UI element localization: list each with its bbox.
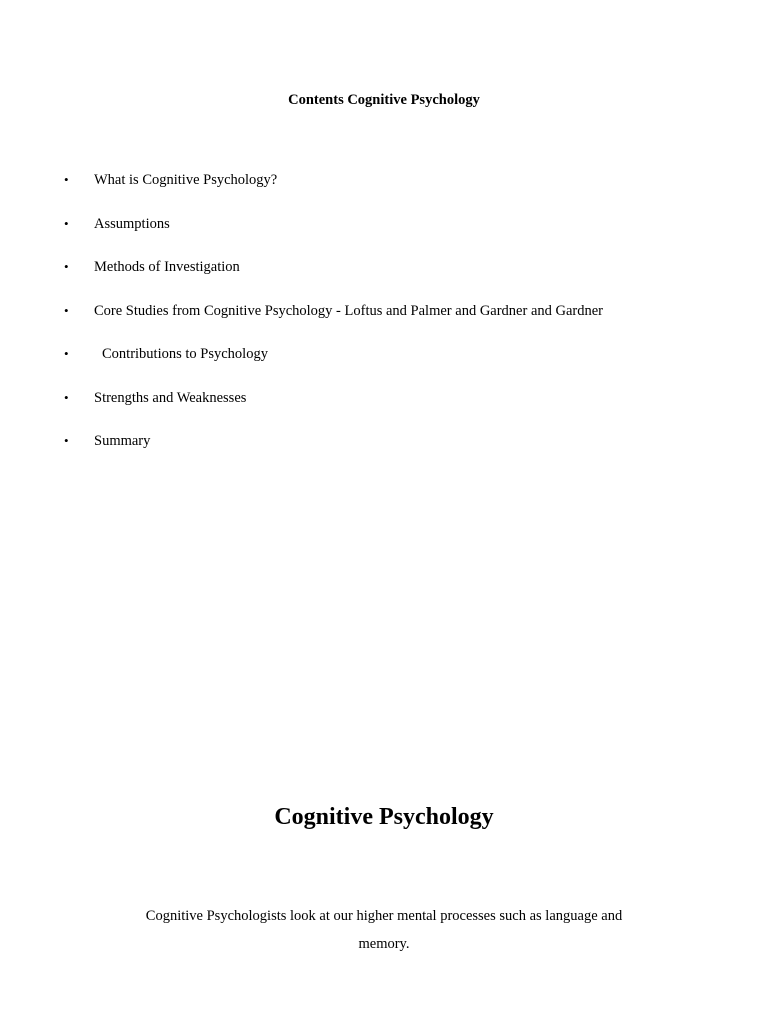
list-item-label: What is Cognitive Psychology? bbox=[94, 172, 278, 188]
section-heading: Cognitive Psychology bbox=[274, 804, 494, 830]
body-paragraph: Cognitive Psychologists look at our higher mental processes such as language and memory. bbox=[145, 908, 623, 952]
bullet-icon: • bbox=[64, 259, 69, 274]
list-item-label: Methods of Investigation bbox=[94, 259, 240, 275]
list-item bbox=[0, 431, 768, 475]
list-item bbox=[0, 170, 768, 214]
bullet-icon: • bbox=[64, 215, 69, 231]
list-item bbox=[0, 388, 768, 432]
list-item-label: Summary bbox=[94, 433, 151, 449]
list-item-label: Contributions to Psychology bbox=[102, 346, 268, 362]
list-item-label: Assumptions bbox=[94, 215, 170, 232]
list-item bbox=[0, 344, 768, 388]
list-item-label: Strengths and Weaknesses bbox=[94, 389, 247, 406]
list-item-label: Core Studies from Cognitive Psychology - Loftus and Palmer and Gardner and Gardner bbox=[94, 302, 604, 319]
bullet-icon: • bbox=[64, 302, 69, 318]
bullet-icon: • bbox=[64, 346, 69, 361]
contents-list bbox=[0, 170, 768, 475]
bullet-icon: • bbox=[64, 433, 69, 448]
bullet-icon: • bbox=[64, 172, 69, 187]
list-item bbox=[0, 301, 768, 345]
list-item bbox=[0, 257, 768, 301]
list-item bbox=[0, 214, 768, 258]
contents-title: Contents Cognitive Psychology bbox=[288, 92, 480, 108]
bullet-icon: • bbox=[64, 389, 69, 405]
